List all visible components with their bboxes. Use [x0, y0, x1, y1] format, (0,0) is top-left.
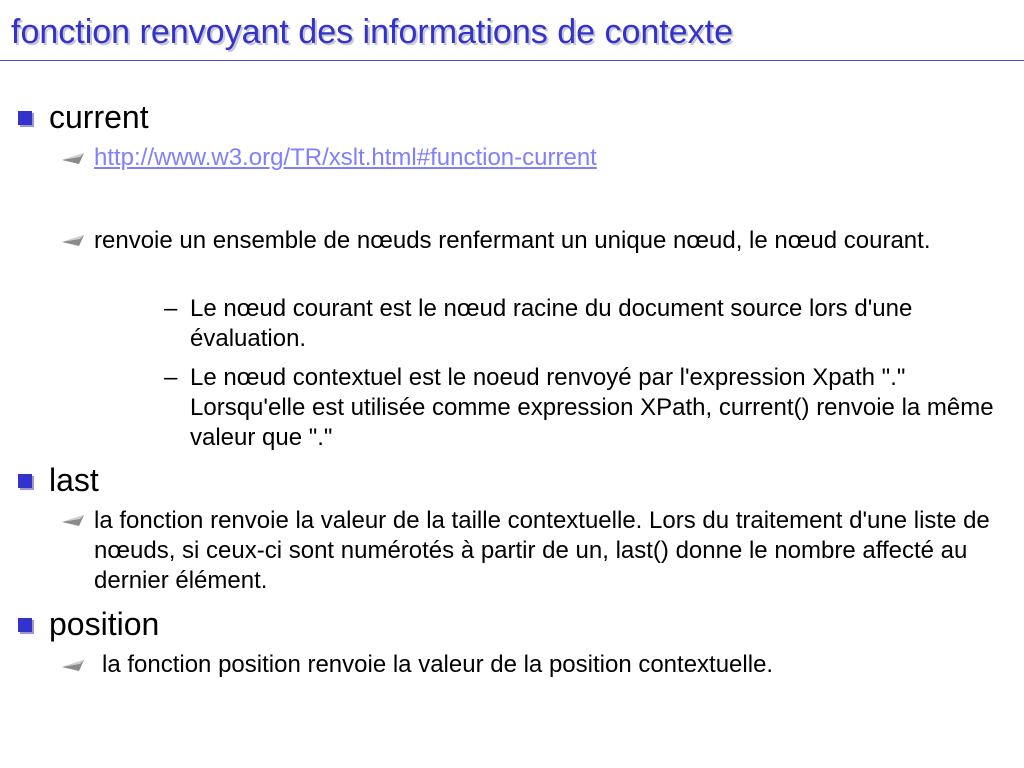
position-description: la fonction position renvoie la valeur de la position contextuelle. [102, 651, 774, 678]
item-last-label: last [49, 462, 99, 498]
title-divider [0, 60, 1024, 61]
arrow-bullet-icon [62, 152, 84, 164]
current-description: renvoie un ensemble de nœuds renfermant un unique nœud, le nœud courant. [94, 227, 931, 254]
slide-title: fonction renvoyant des informations de contexte [11, 13, 733, 51]
square-bullet-icon [18, 474, 32, 488]
dash-bullet: – [164, 364, 178, 391]
dash-bullet: – [164, 295, 178, 322]
current-detail-2: Le nœud contextuel est le noeud renvoyé par l'expression Xpath "." Lorsqu'elle est utilisée comme expression XPath, current() renvoie la même valeur que "." [190, 364, 994, 451]
square-bullet-icon [18, 111, 32, 125]
link-function-current[interactable]: http://www.w3.org/TR/xslt.html#function-current [94, 144, 597, 171]
item-current-label: current [49, 99, 149, 135]
item-position-label: position [49, 606, 160, 642]
last-description: la fonction renvoie la valeur de la taille contextuelle. Lors du traitement d'une liste de nœuds, si ceux-ci sont numérotés à partir de un, last() donne le nombre affecté au dernier élément. [94, 507, 990, 594]
arrow-bullet-icon [62, 659, 84, 671]
arrow-bullet-icon [62, 234, 84, 246]
square-bullet-icon [18, 618, 32, 632]
current-detail-1: Le nœud courant est le nœud racine du document source lors d'une évaluation. [190, 295, 913, 352]
arrow-bullet-icon [62, 514, 84, 526]
